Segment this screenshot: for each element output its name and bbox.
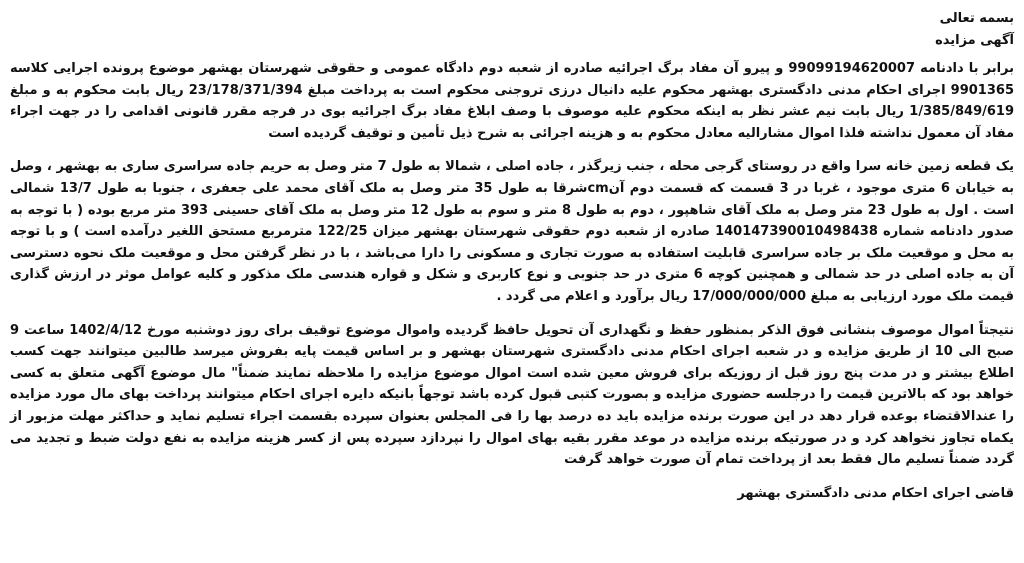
property-description-paragraph: یک قطعه زمین خانه سرا واقع در روستای گرجی محله ، جنب زیرگذر ، جاده اصلی ، شمالا به طول 7 متر وصل به حریم جاده سراسری ساری به بهشهر ، وصل به خیابان 6 متری موجود ، غربا در 3 قسمت که قسمت دوم آنcmشرقا به طول 35 متر وصل به ملک آقای محمد علی جعفری ، جنوبا به طول 13/7 شمالی است . اول به طول 23 متر وصل به ملک آقای شاهپور ، دوم به طول 8 متر و سوم به طول 12 متر وصل به ملک آقای حسینی 393 متر مربع بوده ( با توجه به صدور دادنامه شماره 140147390010498438 صادره از شعبه دوم حقوقی شهرستان بهشهر میزان 122/25 مترمربع مستحق اللغیر درآمده است ) و با توجه به محل و موقعیت ملک بر جاده سراسری قابلیت استفاده به صورت تجاری و مسکونی را دارا می‌باشد ، با در نظر گرفتن محل و موقعیت ملک نحوه دسترسی آن به جاده اصلی در حد شمالی و همچنین کوچه 6 متری در حد جنوبی و نوع کاربری و شکل و قواره هندسی ملک مذکور و کلیه عوامل موثر در ارزش گذاری قیمت ملک مورد ارزیابی به مبلغ 17/000/000/000 ریال برآورد و اعلام می گردد . xyxy=(10,159,1015,304)
auction-terms-paragraph: نتیجتاً اموال موصوف بنشانی فوق الذکر بمنظور حفظ و نگهداری آن تحویل حافظ گردیده واموال موضوع توقیف برای روز دوشنبه مورخ 1402/4/12 ساعت 9 صبح الی 10 از طریق مزایده و در شعبه اجرای احکام مدنی دادگستری شهرستان بهشهر و بر اساس قیمت پایه بفروش میرسد طالبین میتوانند جهت کسب اطلاع بیشتر و در مدت پنج روز قبل از روزیکه برای فروش معین شده است اموال موضوع مزایده را ملاحظه نمایند ضمناً" مال موضوع آگهی متعلق به کسی خواهد بود که بالاترین قیمت را درجلسه حضوری مزایده و بصورت کتبی قبول کرده باشد توجهاً بانیکه دایره اجرای احکام میتوانند پرداخت بهای مال مورد مزایده را عندالاقتضاء بوعده قرار دهد در این صورت برنده مزایده باید ده درصد بها را فی المجلس بعنوان سپرده بقسمت اجراء تسلیم نماید و حداکثر مهلت مزبور از یکماه تجاوز نخواهد کرد و در صورتیکه برنده مزایده در موعد مقرر بقیه بهای اموال را نپردازد سپرده پس از کسر هزینه مزایده به نفع دولت ضبط و تجدید می گردد ضمناً تسلیم مال فقط بعد از پرداخت تمام آن صورت خواهد گرفت xyxy=(10,322,1015,468)
notice-title: آگهی مزایده xyxy=(935,33,1014,48)
signature-line: قاضی اجرای احکام مدنی دادگستری بهشهر xyxy=(737,485,1014,501)
intro-paragraph: برابر با دادنامه 99099194620007 و پیرو آن مفاد برگ اجرائیه صادره از شعبه دوم دادگاه عمومی و حقوقی شهرستان بهشهر موضوع پرونده اجرایی کلاسه 9901365 اجرای احکام مدنی دادگستری بهشهر محکوم علیه دانیال درزی تروجنی محکوم است به پرداخت مبلغ 23/178/371/394 ریال بابت محکوم به و مبلغ 1/385/849/619 ریال بابت نیم عشر نظر به اینکه محکوم علیه موصوف با وصف ابلاغ مفاد برگ اجرائیه بوی در فرجه مقرر قانونی اقدامی را در جهت اجراء مفاد آن معمول نداشته فلذا اموال مشارالیه معادل محکوم به و هزینه اجرائی به شرح ذیل تأمین و توقیف گردیده است xyxy=(10,61,1015,141)
invocation-heading: بسمه تعالی xyxy=(939,11,1014,26)
